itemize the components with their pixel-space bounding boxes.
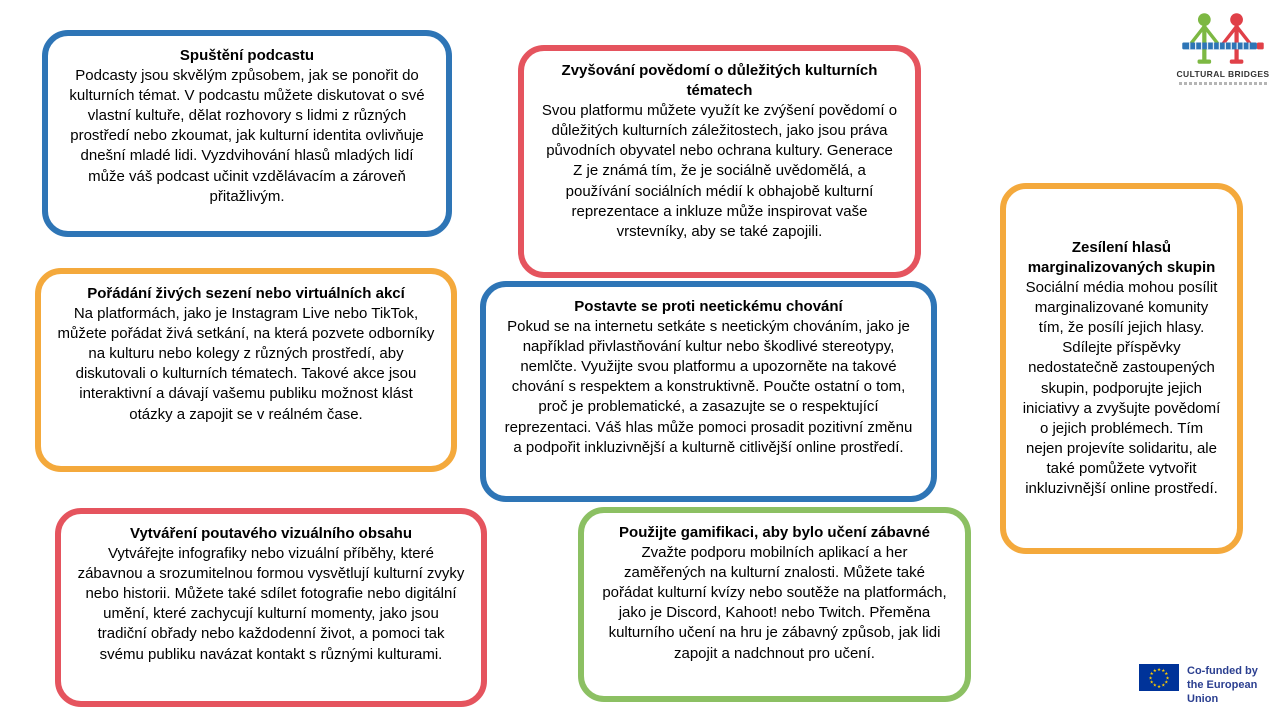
card-visual-content xyxy=(55,508,487,707)
card-podcast-title: Spuštění podcastu xyxy=(179,47,315,64)
svg-text:★: ★ xyxy=(1164,680,1169,686)
card-live-events-body: Na platformách, jako je Instagram Live nebo TikTok, můžete pořádat živá setkání, na která pozvete odborníky na kulturu nebo kolegy z různých prostředí, aby diskutovali o kulturních tématech. Takové akce jsou interaktivní a dávají vašemu publiku možnost klást otázky a zapojit se v reálném čase. xyxy=(57,305,435,423)
card-visual-content-title: Vytváření poutavého vizuálního obsahu xyxy=(130,525,412,542)
svg-text:★: ★ xyxy=(1165,676,1170,682)
card-awareness xyxy=(518,45,921,278)
card-visual-content-body: Vytvářejte infografiky nebo vizuální příběhy, které zábavnou a srozumitelnou formou vysvětlují kulturní zvyky nebo historii. Můžete také sdílet fotografie nebo digitální umění, které zachycují kulturní momenty, jako jsou tradiční obřady nebo každodenní život, a pomoci tak svému publiku navázat kontakt s různými kulturami. xyxy=(77,545,465,663)
eu-cofunded-line2: the European Union xyxy=(1187,678,1258,705)
card-gamification-title: Použijte gamifikaci, aby bylo učení zábavné xyxy=(619,524,930,541)
card-podcast xyxy=(42,30,452,237)
card-marginalized-voices-title: Zesílení hlasů marginalizovaných skupin xyxy=(1027,238,1216,276)
card-live-events xyxy=(35,268,457,472)
svg-text:★: ★ xyxy=(1152,668,1157,674)
eu-cofunded-badge xyxy=(1139,664,1280,706)
svg-text:★: ★ xyxy=(1152,683,1157,689)
logo-tagline xyxy=(1179,82,1267,85)
card-podcast-body: Podcasty jsou skvělým způsobem, jak se ponořit do kulturních témat. V podcastu můžete diskutovat o své vlastní kultuře, dělat rozhovory s lidmi z různých prostředí nebo zkoumat, jak kulturní identita ovlivňuje dnešní mladé lidi. Vyzdvihování hlasů mladých lidí může váš podcast učinit vzdělávacím a zároveň přitažlivým. xyxy=(69,67,425,205)
card-unethical-behaviour-body: Pokud se na internetu setkáte s neetickým chováním, jako je například přivlastňování kultur nebo škodlivé stereotypy, nemlčte. Využijte svou platformu a upozorněte na takové chování s respektem a konstruktivně. Poučte ostatní o tom, proč je problematické, a zasazujte se o respektující reprezentaci. Váš hlas může pomoci prosadit pozitivní změnu a podpořit inkluzivnější a kulturně citlivější online prostředí. xyxy=(504,318,913,456)
card-awareness-title: Zvyšování povědomí o důležitých kulturních tématech xyxy=(561,62,878,100)
svg-text:★: ★ xyxy=(1161,668,1166,674)
card-gamification xyxy=(578,507,971,702)
eu-flag-icon xyxy=(1139,664,1179,696)
svg-text:★: ★ xyxy=(1149,672,1154,678)
eu-cofunded-text xyxy=(1187,664,1280,706)
card-marginalized-voices xyxy=(1000,183,1243,554)
logo-wordmark: CULTURAL BRIDGES xyxy=(1176,69,1270,79)
svg-text:★: ★ xyxy=(1148,676,1153,682)
card-unethical-behaviour xyxy=(480,281,937,502)
svg-text:★: ★ xyxy=(1156,667,1162,673)
svg-text:★: ★ xyxy=(1161,683,1166,689)
eu-cofunded-line1: Co-funded by xyxy=(1187,665,1258,677)
cultural-bridges-logo xyxy=(1174,12,1272,85)
svg-text:★: ★ xyxy=(1164,672,1169,678)
card-live-events-title: Pořádání živých sezení nebo virtuálních akcí xyxy=(87,285,405,302)
card-unethical-behaviour-title: Postavte se proti neetickému chování xyxy=(574,298,843,315)
svg-text:★: ★ xyxy=(1149,680,1154,686)
card-marginalized-voices-body: Sociální média mohou posílit marginalizované komunity tím, že posílí jejich hlasy. Sdílejte příspěvky nedostatečně zastoupených skupin, podporujte jejich iniciativy a zvyšujte povědomí o jejich problémech. Tím nejen projevíte solidaritu, ale také pomůžete vytvořit inkluzivnější online prostředí. xyxy=(1022,279,1221,498)
bridge-figures-icon xyxy=(1174,12,1272,68)
card-gamification-body: Zvažte podporu mobilních aplikací a her zaměřených na kulturní znalosti. Můžete také pořádat kulturní kvízy nebo soutěže na platformách, jako je Discord, Kahoot! nebo Twitch. Přeměna kulturního učení na hru je zábavný způsob, jak lidi zapojit a nadchnout pro učení. xyxy=(602,544,947,662)
svg-text:★: ★ xyxy=(1156,684,1162,690)
card-awareness-body: Svou platformu můžete využít ke zvýšení povědomí o důležitých kulturních záležitostech, jako jsou práva původních obyvatel nebo ochrana kultury. Generace Z je známá tím, že je sociálně uvědomělá, a používání sociálních médií k obhajobě kulturní reprezentace a inkluze může inspirovat vaše vrstevníky, aby se také zapojili. xyxy=(541,102,898,240)
